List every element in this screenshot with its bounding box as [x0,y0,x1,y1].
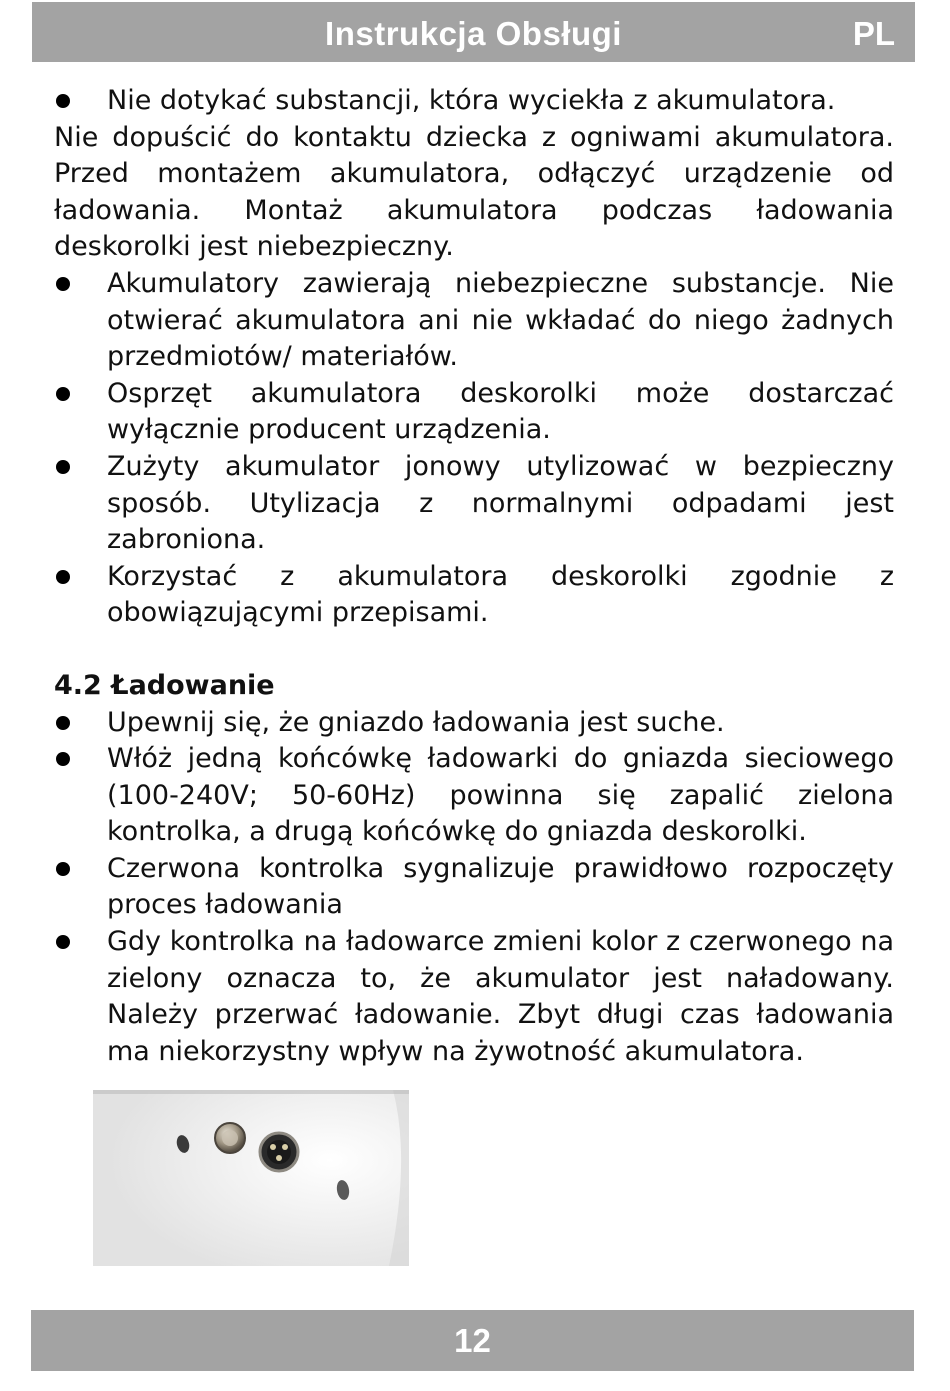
header-title: Instrukcja Obsługi [325,15,622,52]
page-header [32,2,915,62]
page-content [54,83,894,1070]
bullet-item: Upewnij się, że gniazdo ładowania jest suche. [54,705,894,742]
section-heading: 4.2 Ładowanie [54,669,275,701]
charging-port-illustration [93,1090,409,1266]
bullet-item: Korzystać z akumulatora deskorolki zgodnie z obowiązującymi przepisami. [54,559,894,632]
bullet-item: Osprzęt akumulatora deskorolki może dostarczać wyłącznie producent urządzenia. [54,376,894,449]
language-code: PL [852,15,895,52]
bullet-item: Nie dotykać substancji, która wyciekła z akumulatora. [54,83,894,120]
page-number: 12 [454,1322,491,1359]
page-footer [31,1310,914,1371]
bullet-item: Zużyty akumulator jonowy utylizować w bezpieczny sposób. Utylizacja z normalnymi odpadami jest zabroniona. [54,449,894,559]
bullet-item: Akumulatory zawierają niebezpieczne substancje. Nie otwierać akumulatora ani nie wkładać do niego żadnych przedmiotów/ materiałów. [54,266,894,376]
bullet-item: Włóż jedną końcówkę ładowarki do gniazda sieciowego (100-240V; 50-60Hz) powinna się zapalić zielona kontrolka, a drugą końcówkę do gniazda deskorolki. [54,741,894,851]
bullet-item: Czerwona kontrolka sygnalizuje prawidłowo rozpoczęty proces ładowania [54,851,894,924]
paragraph: Nie dopuścić do kontaktu dziecka z ogniwami akumulatora. Przed montażem akumulatora, odłączyć urządzenie od ładowania. Montaż akumulatora podczas ładowania deskorolki jest niebezpieczny. [54,121,894,263]
charging-port-photo [93,1090,409,1266]
bullet-item: Gdy kontrolka na ładowarce zmieni kolor z czerwonego na zielony oznacza to, że akumulator jest naładowany. Należy przerwać ładowanie. Zbyt długi czas ładowania ma niekorzystny wpływ na żywotność akumulatora. [54,924,894,1070]
